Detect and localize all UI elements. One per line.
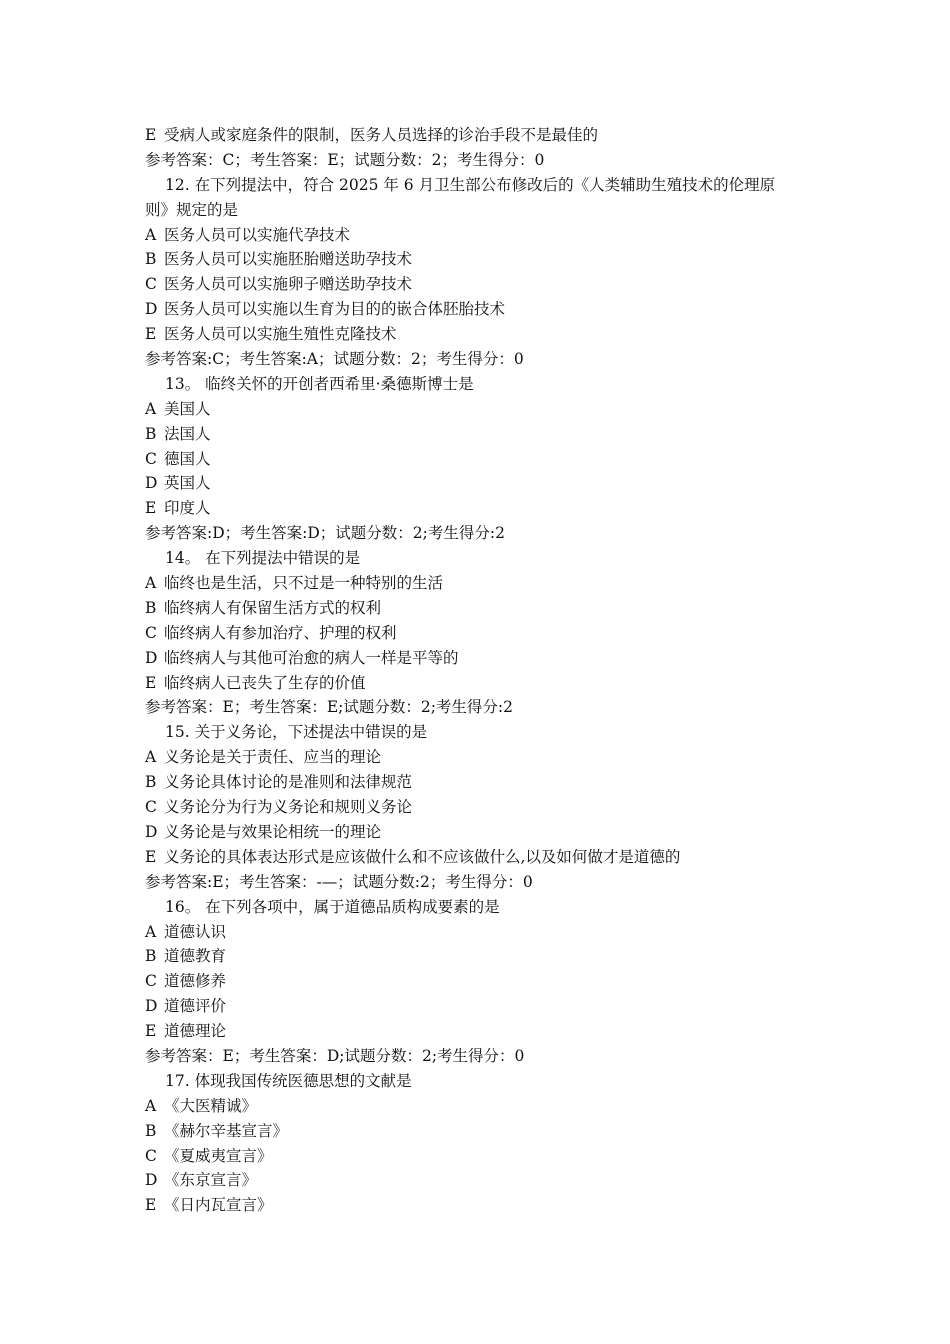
option-text: 受病人或家庭条件的限制，医务人员选择的诊治手段不是最佳的: [164, 126, 599, 144]
option-text: 道德理论: [164, 1022, 227, 1041]
option-text: 医务人员可以实施代孕技术: [164, 225, 351, 244]
answer-summary: 参考答案：C；考生答案：E；试题分数：2；考生得分：0: [145, 150, 545, 169]
answer-option: [145, 845, 825, 870]
option-letter: C: [145, 449, 157, 468]
answer-option: [145, 1119, 825, 1144]
option-letter: D: [145, 822, 158, 841]
option-text: 德国人: [164, 449, 211, 468]
option-letter: E: [145, 1022, 157, 1041]
option-letter: E: [145, 673, 157, 692]
option-letter: E: [145, 847, 157, 866]
answer-option: [145, 247, 825, 272]
option-text: 临终也是生活，只不过是一种特别的生活: [164, 574, 444, 593]
option-letter: B: [145, 424, 157, 443]
answer-option: [145, 571, 825, 596]
option-text: 义务论是与效果论相统一的理论: [164, 822, 382, 841]
option-text: 英国人: [164, 474, 211, 493]
option-text: 医务人员可以实施卵子赠送助孕技术: [164, 275, 413, 294]
answer-option: [145, 123, 825, 148]
answer-option: [145, 596, 825, 621]
answer-option: [145, 422, 825, 447]
option-letter: B: [145, 598, 157, 617]
option-text: 道德修养: [164, 972, 227, 991]
option-letter: E: [145, 499, 157, 518]
answer-option: [145, 671, 825, 696]
option-letter: B: [145, 250, 157, 269]
option-letter: A: [145, 922, 157, 941]
option-letter: D: [145, 474, 158, 493]
option-letter: A: [145, 399, 157, 418]
answer-option: [145, 471, 825, 496]
option-text: 临终病人有保留生活方式的权利: [164, 598, 382, 617]
option-text: 《日内瓦宣言》: [164, 1196, 273, 1215]
option-text: 临终病人已丧失了生存的价值: [164, 673, 366, 692]
option-letter: C: [145, 798, 157, 817]
question-text: 13。 临终关怀的开创者西希里·桑德斯博士是: [165, 374, 474, 393]
answer-option: [145, 745, 825, 770]
option-text: 义务论的具体表达形式是应该做什么和不应该做什么,以及如何做才是道德的: [164, 847, 681, 866]
option-text: 美国人: [164, 399, 211, 418]
answer-option: [145, 1144, 825, 1169]
option-text: 《夏威夷宣言》: [164, 1146, 273, 1165]
question-text: 17. 体现我国传统医德思想的文献是: [165, 1071, 412, 1090]
option-text: 《赫尔辛基宣言》: [164, 1121, 289, 1140]
answer-option: [145, 223, 825, 248]
answer-summary: 参考答案：E；考生答案：E;试题分数：2;考生得分:2: [145, 698, 514, 717]
option-letter: D: [145, 1171, 158, 1190]
answer-option: [145, 322, 825, 347]
answer-option: [145, 496, 825, 521]
answer-option: [145, 272, 825, 297]
question-text: 15. 关于义务论，下述提法中错误的是: [165, 723, 428, 742]
document-body: [145, 123, 825, 1218]
answer-option: [145, 646, 825, 671]
option-text: 《大医精诚》: [164, 1096, 258, 1115]
question-text-continued: 则》规定的是: [145, 200, 239, 219]
option-text: 医务人员可以实施以生育为目的的嵌合体胚胎技术: [164, 300, 506, 319]
answer-summary: 参考答案：E；考生答案：D;试题分数：2;考生得分：0: [145, 1046, 525, 1065]
answer-option: [145, 1094, 825, 1119]
answer-option: [145, 621, 825, 646]
answer-option: [145, 994, 825, 1019]
option-letter: D: [145, 300, 158, 319]
option-text: 法国人: [164, 424, 211, 443]
option-letter: B: [145, 1121, 157, 1140]
answer-option: [145, 447, 825, 472]
question-text: 12. 在下列提法中，符合 2025 年 6 月卫生部公布修改后的《人类辅助生殖技术的伦理原: [165, 175, 776, 194]
option-letter: B: [145, 947, 157, 966]
answer-option: [145, 820, 825, 845]
answer-option: [145, 969, 825, 994]
option-letter: A: [145, 574, 157, 593]
answer-option: [145, 397, 825, 422]
answer-summary: 参考答案:D；考生答案:D；试题分数：2;考生得分:2: [145, 524, 505, 543]
option-letter: E: [145, 126, 157, 144]
option-letter: C: [145, 972, 157, 991]
option-letter: C: [145, 623, 157, 642]
question-text: 16。 在下列各项中，属于道德品质构成要素的是: [165, 897, 500, 916]
answer-option: [145, 944, 825, 969]
answer-option: [145, 770, 825, 795]
answer-summary: 参考答案:C；考生答案:A；试题分数：2；考生得分：0: [145, 350, 524, 369]
option-letter: C: [145, 275, 157, 294]
option-text: 义务论具体讨论的是准则和法律规范: [164, 773, 413, 792]
option-letter: E: [145, 1196, 157, 1215]
option-letter: E: [145, 325, 157, 344]
option-letter: C: [145, 1146, 157, 1165]
option-letter: A: [145, 225, 157, 244]
option-letter: B: [145, 773, 157, 792]
answer-option: [145, 1168, 825, 1193]
option-letter: D: [145, 997, 158, 1016]
answer-option: [145, 297, 825, 322]
answer-option: [145, 1193, 825, 1218]
option-text: 医务人员可以实施生殖性克隆技术: [164, 325, 397, 344]
option-text: 道德认识: [164, 922, 227, 941]
option-text: 临终病人与其他可治愈的病人一样是平等的: [164, 648, 459, 667]
answer-option: [145, 1019, 825, 1044]
option-text: 临终病人有参加治疗、护理的权利: [164, 623, 397, 642]
option-text: 义务论是关于责任、应当的理论: [164, 748, 382, 767]
option-letter: A: [145, 748, 157, 767]
question-text: 14。 在下列提法中错误的是: [165, 549, 361, 568]
option-text: 医务人员可以实施胚胎赠送助孕技术: [164, 250, 413, 269]
option-text: 《东京宣言》: [164, 1171, 258, 1190]
answer-option: [145, 795, 825, 820]
option-text: 印度人: [164, 499, 211, 518]
option-letter: D: [145, 648, 158, 667]
option-text: 道德教育: [164, 947, 227, 966]
answer-option: [145, 920, 825, 945]
answer-summary: 参考答案:E；考生答案：-—；试题分数:2；考生得分：0: [145, 872, 533, 891]
option-text: 义务论分为行为义务论和规则义务论: [164, 798, 413, 817]
option-letter: A: [145, 1096, 157, 1115]
option-text: 道德评价: [164, 997, 227, 1016]
